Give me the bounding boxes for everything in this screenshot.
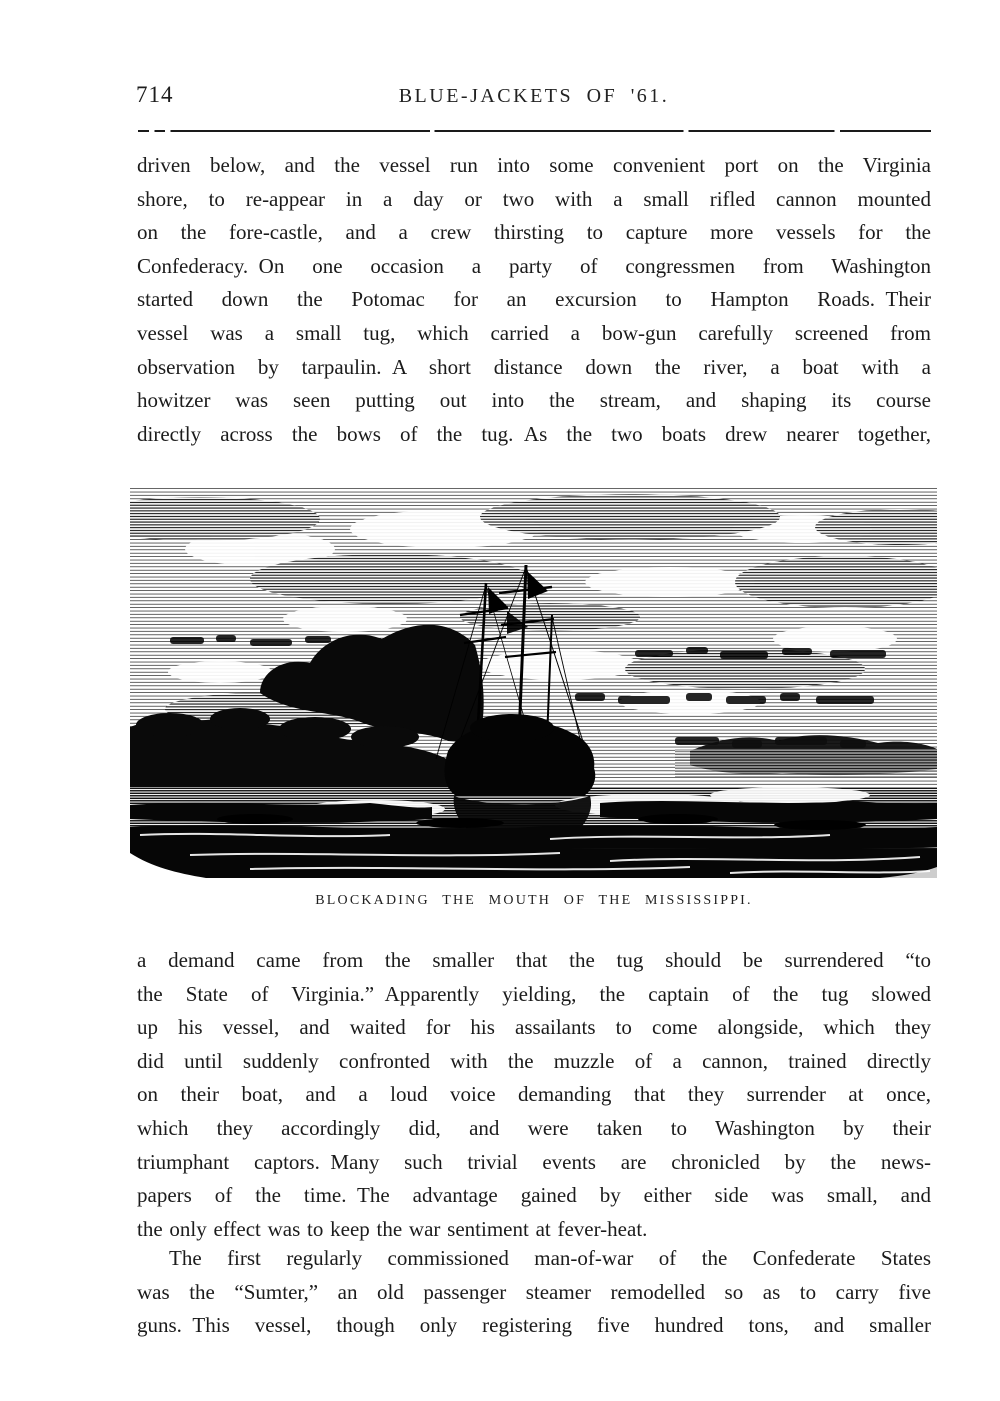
paragraph-3 [137,1242,931,1343]
illustration-caption: BLOCKADING THE MOUTH OF THE MISSISSIPPI. [315,893,753,908]
text-line: papers of the time. The advantage gained by either side was small, and [137,1183,931,1208]
page-number: 714 [136,82,174,107]
engraving-svg [130,487,937,878]
header-rule [138,130,931,132]
text-line: was the “Sumter,” an old passenger steamer remodelled so as to carry five [137,1279,931,1304]
text-line: the State of Virginia.” Apparently yielding, the captain of the tug slowed [137,981,931,1006]
text-line: on their boat, and a loud voice demanding that they surrender at once, [137,1082,931,1107]
text-line: vessel was a small tug, which carried a bow-gun carefully screened from [137,320,931,345]
text-line: The first regularly commissioned man-of-war of the Confederate States [169,1246,931,1270]
text-line: which they accordingly did, and were taken to Washington by their [137,1115,931,1140]
text-line: guns. This vessel, though only registering five hundred tons, and smaller [137,1313,931,1338]
paragraph-1 [137,149,931,451]
blockade-engraving [130,487,937,878]
text-line: did until suddenly confronted with the muzzle of a cannon, trained directly [137,1048,931,1073]
text-line: a demand came from the smaller that the tug should be surrendered “to [137,948,931,972]
text-line: driven below, and the vessel run into some convenient port on the Virginia [137,153,931,177]
text-line: the only effect was to keep the war sentiment at fever-heat. [137,1216,648,1241]
text-line: shore, to re-appear in a day or two with a small rifled cannon mounted [137,186,931,211]
text-line: Confederacy. On one occasion a party of congressmen from Washington [137,253,931,278]
text-line: on the fore-castle, and a crew thirsting to capture more vessels for the [137,220,931,245]
text-line: directly across the bows of the tug. As the two boats drew nearer together, [137,421,931,446]
text-line: up his vessel, and waited for his assailants to come alongside, which they [137,1015,931,1040]
running-title: BLUE-JACKETS OF '61. [398,85,670,107]
text-line: howitzer was seen putting out into the stream, and shaping its course [137,388,931,413]
text-line: triumphant captors. Many such trivial events are chronicled by the news- [137,1149,931,1174]
text-line: started down the Potomac for an excursion to Hampton Roads. Their [137,287,931,312]
text-line: observation by tarpaulin. A short distance down the river, a boat with a [137,354,931,379]
paragraph-2 [137,944,931,1246]
